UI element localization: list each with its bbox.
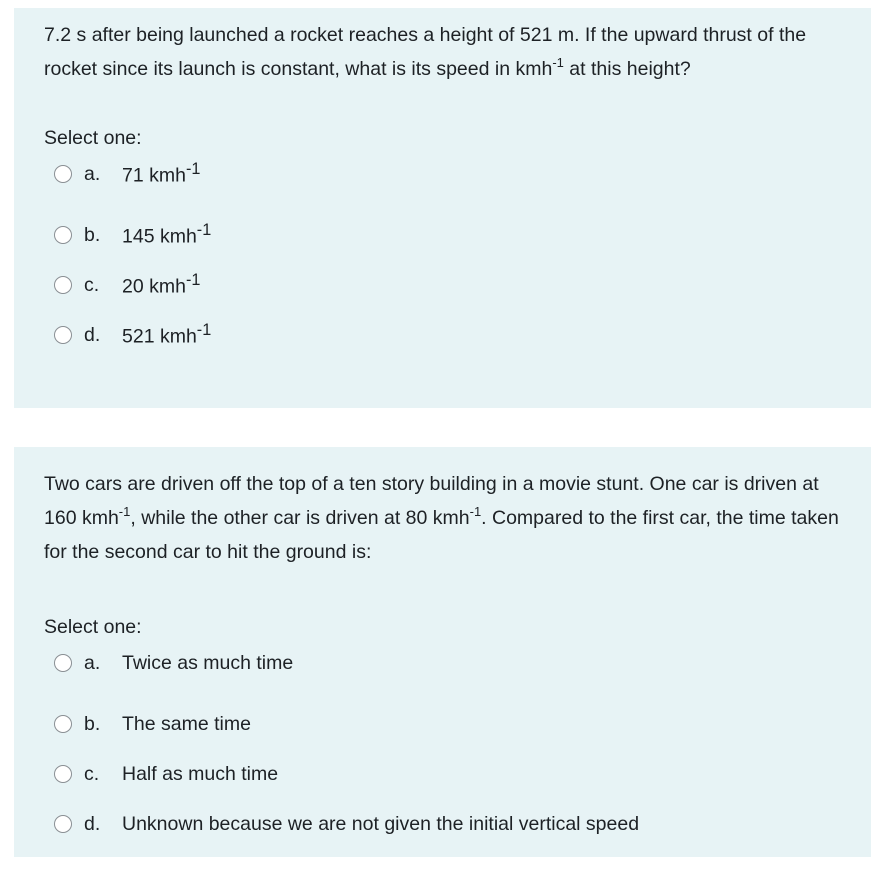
- answer-text[interactable]: 145 kmh: [122, 225, 197, 248]
- question-text-part: . Compared to the first car, the time taken for the second car to hit the ground is:: [44, 507, 839, 563]
- radio-button[interactable]: [54, 226, 72, 244]
- radio-button[interactable]: [54, 765, 72, 783]
- answer-text[interactable]: 20 kmh: [122, 275, 186, 298]
- question-1: [14, 8, 871, 408]
- answer-option-d[interactable]: [54, 799, 841, 849]
- radio-button[interactable]: [54, 815, 72, 833]
- superscript: -1: [118, 503, 131, 519]
- question-text: [44, 18, 841, 86]
- answer-option-c[interactable]: [54, 260, 841, 310]
- radio-button[interactable]: [54, 276, 72, 294]
- answer-text[interactable]: 521 kmh: [122, 325, 197, 348]
- answer-option-a[interactable]: [54, 160, 841, 188]
- answer-letter: c.: [84, 762, 100, 785]
- superscript: -1: [196, 221, 212, 240]
- answer-letter: d.: [84, 323, 101, 346]
- answer-letter: a.: [84, 162, 101, 185]
- question-text-part: , while the other car is driven at 80 kmh: [130, 507, 470, 529]
- superscript: -1: [185, 271, 201, 290]
- answer-option-d[interactable]: [54, 310, 841, 360]
- answer-list: [44, 160, 841, 360]
- answer-text[interactable]: The same time: [122, 712, 251, 735]
- select-one-prompt: Select one:: [44, 616, 142, 638]
- question-text: [44, 467, 841, 569]
- question-text-part: at this height?: [563, 58, 691, 80]
- answer-option-b[interactable]: [54, 699, 841, 749]
- answer-letter: a.: [84, 651, 101, 674]
- select-one-prompt: Select one:: [44, 127, 142, 149]
- question-2: [14, 447, 871, 857]
- answer-list: [44, 649, 841, 849]
- superscript: -1: [469, 503, 482, 519]
- superscript: -1: [196, 321, 212, 340]
- answer-text[interactable]: Twice as much time: [122, 651, 294, 674]
- radio-button[interactable]: [54, 654, 72, 672]
- answer-option-a[interactable]: [54, 649, 841, 677]
- answer-letter: d.: [84, 812, 101, 835]
- answer-letter: b.: [84, 223, 101, 246]
- answer-text[interactable]: Half as much time: [122, 762, 279, 785]
- question-text-part: Two cars are driven off the top of a ten story building in a movie stunt. One car is driven at 160 kmh: [44, 473, 819, 529]
- radio-button[interactable]: [54, 326, 72, 344]
- answer-option-c[interactable]: [54, 749, 841, 799]
- answer-option-b[interactable]: [54, 210, 841, 260]
- question-text-part: 7.2 s after being launched a rocket reaches a height of 521 m. If the upward thrust of the rocket since its launch is constant, what is its speed in kmh: [44, 24, 807, 80]
- radio-button[interactable]: [54, 715, 72, 733]
- superscript: -1: [552, 54, 564, 70]
- answer-letter: b.: [84, 712, 101, 735]
- superscript: -1: [185, 160, 201, 179]
- answer-letter: c.: [84, 273, 100, 296]
- radio-button[interactable]: [54, 165, 72, 183]
- answer-text[interactable]: Unknown because we are not given the initial vertical speed: [122, 812, 640, 835]
- answer-text[interactable]: 71 kmh: [122, 164, 186, 187]
